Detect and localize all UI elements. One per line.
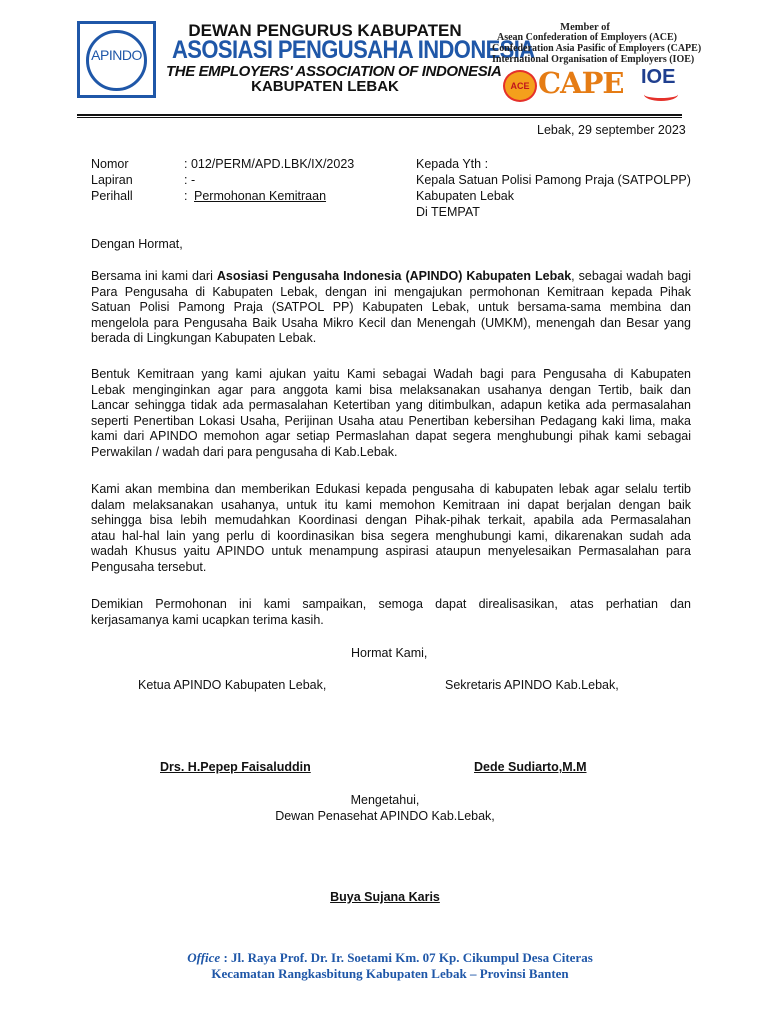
paragraph-3-line: Kami akan membina dan memberikan Edukasi kepada pengusaha di kabupaten lebak agar selalu tertib xyxy=(91,482,691,496)
logo-text: APINDO xyxy=(91,47,142,63)
paragraph-3-line: dalam melaksanakan usahanya, untuk itu kami memohon Kemitraan ini dapat berjalan dengan baik xyxy=(91,497,691,512)
perihal-colon: : xyxy=(184,189,188,203)
paragraph-2 xyxy=(91,367,691,461)
paragraph-1-line xyxy=(91,269,691,285)
paragraph-1-line: Satuan Polisi Pamong Praja (SATPOL PP) Kabupaten Lebak, untuk bersama-sama membina dan xyxy=(91,300,691,315)
header-rule xyxy=(77,114,682,116)
footer-office-label: Office xyxy=(187,950,221,965)
header-line-2: ASOSIASI PENGUSAHA INDONESIA xyxy=(172,35,535,64)
member-of-label: Member of xyxy=(560,22,610,33)
paragraph-4-line: kerjasamanya kami ucapkan terima kasih. xyxy=(91,612,324,627)
nomor-label: Nomor xyxy=(91,157,129,171)
paragraph-3-line: wadah Khusus yaitu APINDO untuk menampung aspirasi ataupun menyelesaikan Permasalahan para xyxy=(91,544,691,559)
advisor-name: Buya Sujana Karis xyxy=(330,890,440,904)
paragraph-1-line: Para Pengusaha di Kabupaten Lebak, dengan ini mengajukan permohonan Kemitraan kepada Pihak xyxy=(91,284,691,299)
paragraph-2-line: seperti Penertiban Lokasi Usaha, Perijinan Usaha atau Penertiban kebersihan Pedagang kaki lima, maka xyxy=(91,413,691,428)
paragraph-1 xyxy=(91,269,691,347)
paragraph-1-line: berada di Lingkungan Kabupaten Lebak. xyxy=(91,331,317,346)
ace-logo-text: ACE xyxy=(510,81,530,91)
header-rule-thin xyxy=(77,117,682,118)
signatory-left-name: Drs. H.Pepep Faisaluddin xyxy=(160,760,311,774)
member-ace: Asean Confederation of Employers (ACE) xyxy=(497,32,677,43)
header-line-4: KABUPATEN LEBAK xyxy=(251,78,399,95)
member-ioe: International Organisation of Employers (IOE) xyxy=(492,54,695,65)
signatory-right-role: Sekretaris APINDO Kab.Lebak, xyxy=(445,678,619,692)
p1-org-name: Asosiasi Pengusaha Indonesia (APINDO) Kabupaten Lebak xyxy=(216,269,572,283)
paragraph-2-line: Perwakilan / wadah dari para pengusaha di Kab.Lebak. xyxy=(91,444,398,459)
paragraph-3-line: sehingga bisa lebih memudahkan Koordinasi dengan Pihak-pihak terkait, apabila ada Permasalahan xyxy=(91,513,691,528)
lapiran-value: : - xyxy=(184,173,196,187)
perihal-value: Permohonan Kemitraan xyxy=(194,189,327,203)
header-line-1: DEWAN PENGURUS KABUPATEN xyxy=(188,21,462,40)
member-cape: Confederation Asia Pasific of Employers (CAPE) xyxy=(492,43,702,54)
footer-address-line-2: Kecamatan Rangkasbitung Kabupaten Lebak – Provinsi Banten xyxy=(211,966,569,981)
greeting: Dengan Hormat, xyxy=(91,237,183,251)
paragraph-4-line: Demikian Permohonan ini kami sampaikan, semoga dapat direalisasikan, atas perhatian dan xyxy=(91,597,691,611)
recipient-line-1: Kepada Yth : xyxy=(416,157,489,171)
acknowledged-label: Mengetahui, xyxy=(350,793,420,807)
lapiran-label: Lapiran xyxy=(91,173,133,187)
footer-address-line-1 xyxy=(120,950,660,966)
paragraph-3-line: atau hal-hal lain yang perlu di koordinasikan bisa segera menghubungi kami, dikarenakan sudah ada xyxy=(91,528,691,543)
apindo-logo xyxy=(77,21,156,98)
recipient-line-4: Di TEMPAT xyxy=(416,205,480,219)
signatory-right-name: Dede Sudiarto,M.M xyxy=(474,760,587,774)
footer-address-text: : Jl. Raya Prof. Dr. Ir. Soetami Km. 07 Kp. Cikumpul Desa Citeras xyxy=(220,950,593,965)
letter-date: Lebak, 29 september 2023 xyxy=(537,123,686,137)
header-line-3: THE EMPLOYERS' ASSOCIATION OF INDONESIA xyxy=(166,63,502,80)
perihal-label: Perihall xyxy=(91,189,133,203)
closing-text: Hormat Kami, xyxy=(351,646,428,660)
signatory-left-role: Ketua APINDO Kabupaten Lebak, xyxy=(138,678,327,692)
p1-text: Bersama ini kami dari xyxy=(91,269,217,283)
paragraph-3 xyxy=(91,482,691,576)
advisor-role: Dewan Penasehat APINDO Kab.Lebak, xyxy=(275,809,495,823)
nomor-value: : 012/PERM/APD.LBK/IX/2023 xyxy=(184,157,355,171)
cape-logo: CAPE xyxy=(538,66,624,100)
paragraph-3-line: Pengusaha tersebut. xyxy=(91,559,207,574)
paragraph-4 xyxy=(91,597,691,628)
p1-text: , sebagai wadah bagi xyxy=(571,269,691,283)
paragraph-1-line: mengelola para Pengusaha Baik Usaha Mikro Kecil dan Menengah (UMKM), menengah dan Besar yang xyxy=(91,315,691,330)
recipient-line-3: Kabupaten Lebak xyxy=(416,189,515,203)
ioe-logo-arc xyxy=(644,88,678,101)
ioe-logo: IOE xyxy=(641,66,676,88)
ace-logo xyxy=(503,70,537,102)
paragraph-2-line: kami dari APINDO memohon agar setiap Permaslahan dapat segera menghubungi pihak kami sebagai xyxy=(91,429,691,444)
paragraph-2-line: Lebak menginginkan agar para anggota kami bisa melaksanakan usahanya dengan Tertib, baik dan xyxy=(91,382,691,397)
paragraph-2-line: Bentuk Kemitraan yang kami ajukan yaitu Kami sebagai Wadah bagi para Pengusaha di Kabupaten xyxy=(91,367,691,381)
recipient-line-2: Kepala Satuan Polisi Pamong Praja (SATPOLPP) xyxy=(416,173,691,187)
paragraph-2-line: Lancar sehingga tidak ada permasalahan Ketertiban yang ditimbulkan, adapun ketika ada permasalahan xyxy=(91,398,691,413)
